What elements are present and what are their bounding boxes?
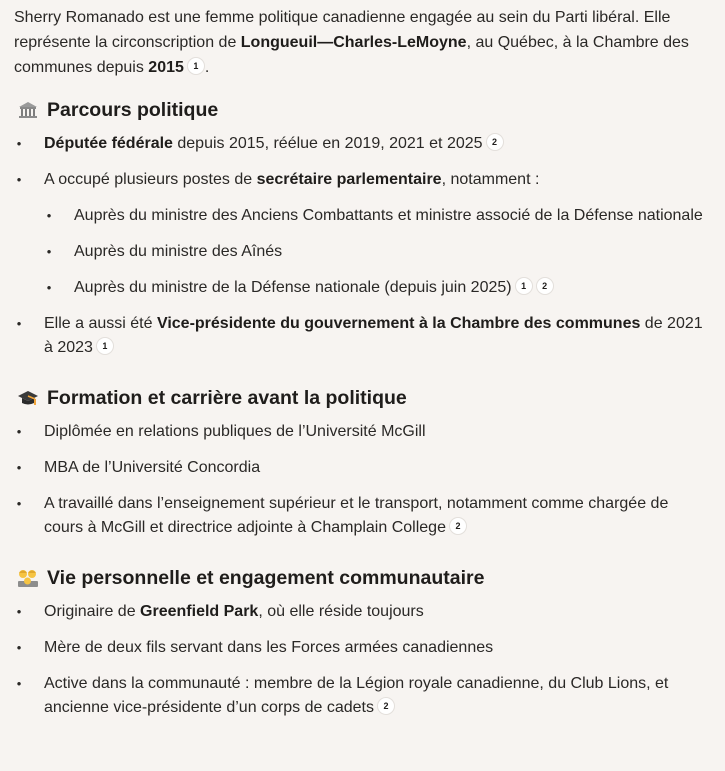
section-heading [14, 96, 711, 124]
citation-badge[interactable]: 1 [96, 337, 114, 355]
list-item [14, 168, 711, 300]
intro-text: Sherry Romanado est une femme politique canadienne engagée au sein du Parti libéral. Elle représente la circonscription de [14, 9, 671, 51]
intro-text: . [204, 59, 210, 76]
intro-text: , au Québec, à la Chambre des communes depuis [14, 34, 689, 76]
item-text: A occupé plusieurs postes de [44, 171, 257, 188]
item-text: Auprès du ministre des Anciens Combattants et ministre associé de la Défense nationale [74, 207, 703, 224]
riding-name: Longueuil—Charles-LeMoyne [240, 34, 467, 51]
list-item [14, 600, 711, 624]
list-item [14, 672, 711, 720]
list-item [14, 132, 711, 156]
list-item [14, 456, 711, 480]
citation-badge[interactable]: 2 [377, 697, 395, 715]
item-text: Elle a aussi été [44, 315, 157, 332]
item-text: de 2021 à 2023 [44, 315, 703, 356]
item-text: Active dans la communauté : membre de la Légion royale canadienne, du Club Lions, et ancienne vice-présidente d’un corps de cadets [44, 675, 669, 716]
citation-badge[interactable]: 2 [449, 517, 467, 535]
citation-badge[interactable]: 2 [536, 277, 554, 295]
list-item [14, 492, 711, 540]
family-icon [17, 568, 39, 588]
list-item [14, 636, 711, 660]
item-text: Auprès du ministre des Aînés [74, 243, 283, 260]
bold-text: secrétaire parlementaire [256, 171, 442, 188]
item-text: Diplômée en relations publiques de l’Université McGill [44, 423, 426, 440]
graduation-cap-icon [17, 388, 39, 408]
sub-list-item [44, 240, 711, 264]
list-item [14, 312, 711, 360]
section-title: Parcours politique [47, 98, 219, 121]
bullet-list [14, 600, 711, 720]
citation-badge[interactable]: 2 [486, 133, 504, 151]
citation-badge[interactable]: 1 [515, 277, 533, 295]
section-title: Vie personnelle et engagement communautaire [47, 566, 485, 589]
item-text: Mère de deux fils servant dans les Forces armées canadiennes [44, 639, 494, 656]
item-text: Originaire de [44, 603, 141, 620]
year: 2015 [148, 59, 184, 76]
item-text: A travaillé dans l’enseignement supérieur et le transport, notamment comme chargée de cours à McGill et directrice adjointe à Champlain College [44, 495, 669, 536]
intro-paragraph [14, 5, 711, 80]
sub-list-item [44, 204, 711, 228]
section-heading [14, 564, 711, 592]
section-heading [14, 384, 711, 412]
bold-text: Greenfield Park [140, 603, 259, 620]
bold-text: Députée fédérale [44, 135, 173, 152]
bullet-list [14, 132, 711, 360]
section-title: Formation et carrière avant la politique [47, 386, 407, 409]
list-item [14, 420, 711, 444]
item-text: , notamment : [441, 171, 540, 188]
bold-text: Vice-présidente du gouvernement à la Chambre des communes [156, 315, 641, 332]
item-text: Auprès du ministre de la Défense nationale (depuis juin 2025) [74, 279, 512, 296]
citation-badge[interactable]: 1 [187, 57, 205, 75]
classical-building-icon [17, 100, 39, 120]
item-text: MBA de l’Université Concordia [44, 459, 261, 476]
sub-list [44, 204, 711, 300]
bullet-list [14, 420, 711, 540]
item-text: , où elle réside toujours [258, 603, 424, 620]
sub-list-item [44, 276, 711, 300]
item-text: depuis 2015, réélue en 2019, 2021 et 2025 [172, 135, 483, 152]
